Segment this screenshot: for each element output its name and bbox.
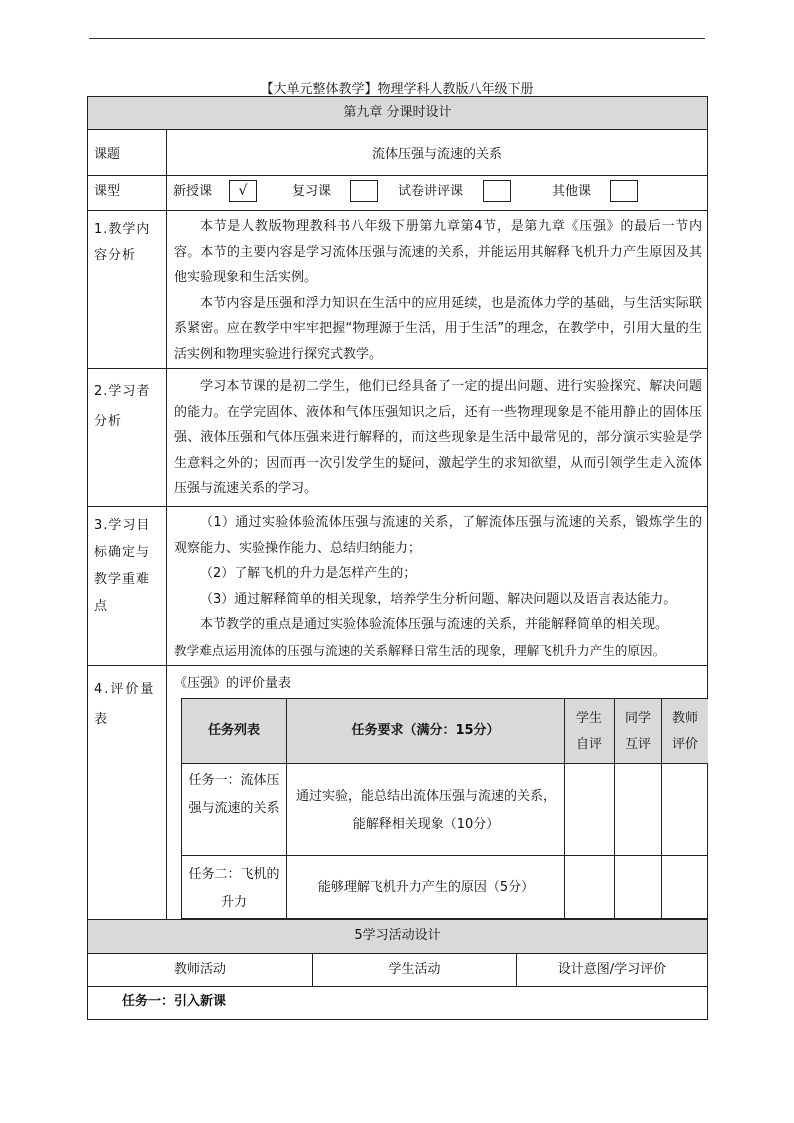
objectives-label: 3.学习目标确定与教学重难点 bbox=[94, 518, 151, 614]
learner-analysis-label: 2.学习者分析 bbox=[94, 384, 151, 429]
eval-row1-task: 任务一：流体压强与流速的关系 bbox=[188, 773, 280, 816]
topic-label: 课题 bbox=[94, 147, 121, 162]
header-rule bbox=[89, 38, 705, 39]
content-analysis-p1: 本节是人教版物理教科书八年级下册第九章第4节，是第九章《压强》的最后一节内容。本节的主要内容是学习流体压强与流速的关系，并能运用其解释飞机升力产生原因及其他实验现象和生活实例。 bbox=[174, 219, 702, 285]
option-other-checkbox[interactable] bbox=[610, 180, 638, 202]
eval-header-task: 任务列表 bbox=[207, 723, 260, 738]
objective-2: （2）了解飞机的升力是怎样产生的； bbox=[200, 566, 417, 581]
option-exam-checkbox[interactable] bbox=[483, 180, 511, 202]
eval-header-self: 学生自评 bbox=[575, 711, 602, 752]
learner-analysis-text bbox=[174, 374, 702, 502]
eval-row2-req: 能够理解飞机升力产生的原因（5分） bbox=[317, 880, 535, 895]
option-review-label: 复习课 bbox=[292, 184, 332, 199]
difficult-point: 教学难点运用流体的压强与流速的关系解释日常生活的现象，理解飞机升力产生的原因。 bbox=[174, 642, 666, 658]
evaluation-table bbox=[181, 698, 708, 919]
option-new-label: 新授课 bbox=[173, 184, 213, 199]
eval-row2-task: 任务二：飞机的升力 bbox=[188, 867, 280, 910]
lesson-type-label: 课型 bbox=[94, 184, 121, 199]
eval-header-req: 任务要求（满分：15分） bbox=[351, 723, 500, 738]
objective-3: （3）通过解释简单的相关现象，培养学生分析问题、解决问题以及语言表达能力。 bbox=[200, 591, 677, 607]
eval-header-teacher: 教师评价 bbox=[671, 711, 698, 752]
objective-1: （1）通过实验体验流体压强与流速的关系，了解流体压强与流速的关系，锻炼学生的观察能力、实验操作能力、总结归纳能力； bbox=[174, 515, 702, 556]
lesson-table bbox=[87, 96, 708, 1020]
content-analysis-label: 1.教学内容分析 bbox=[94, 222, 151, 263]
activity-col-intent: 设计意图/学习评价 bbox=[557, 962, 667, 977]
objectives-text bbox=[174, 510, 702, 663]
activity-col-teacher: 教师活动 bbox=[173, 962, 226, 977]
chapter-title: 第九章 分课时设计 bbox=[343, 105, 452, 120]
learner-analysis-p1: 学习本节课的是初二学生，他们已经具备了一定的提出问题、进行实验探究、解决问题的能力。在学完固体、液体和气体压强知识之后，还有一些物理现象是不能用静止的固体压强、液体压强和气体压强来进行解释的，而这些现象是生活中最常见的，部分演示实验是学生意料之外的；因而再一次引发学生的疑问，激起学生的求知欲望，从而引领学生走入流体压强与流速关系的学习。 bbox=[174, 379, 702, 496]
evaluation-label: 4.评价量表 bbox=[94, 682, 156, 727]
activity-band-title: 5学习活动设计 bbox=[354, 928, 441, 943]
eval-row1-req: 通过实验，能总结出流体压强与流速的关系，能解释相关现象（10分） bbox=[295, 789, 556, 832]
topic-value: 流体压强与流速的关系 bbox=[371, 147, 502, 162]
option-other-label: 其他课 bbox=[552, 184, 592, 199]
task1-title: 任务一：引入新课 bbox=[122, 994, 227, 1009]
evaluation-table-title: 《压强》的评价量表 bbox=[174, 676, 292, 691]
option-review-checkbox[interactable] bbox=[350, 180, 378, 202]
option-new-checkbox[interactable]: √ bbox=[229, 180, 257, 202]
content-analysis-p2: 本节内容是压强和浮力知识在生活中的应用延续，也是流体力学的基础，与生活实际联系紧密。应在教学中牢牢把握“物理源于生活，用于生活”的理念，在教学中，引用大量的生活实例和物理实验进行探究式教学。 bbox=[174, 295, 702, 362]
key-point: 本节教学的重点是通过实验体验流体压强与流速的关系，并能解释简单的相关现。 bbox=[200, 617, 669, 632]
option-exam-label: 试卷讲评课 bbox=[398, 184, 464, 199]
eval-header-peer: 同学互评 bbox=[624, 711, 651, 752]
document-header: 【大单元整体教学】物理学科人教版八年级下册 bbox=[260, 82, 534, 97]
activity-col-student: 学生活动 bbox=[388, 962, 441, 977]
content-analysis-text bbox=[174, 214, 702, 367]
